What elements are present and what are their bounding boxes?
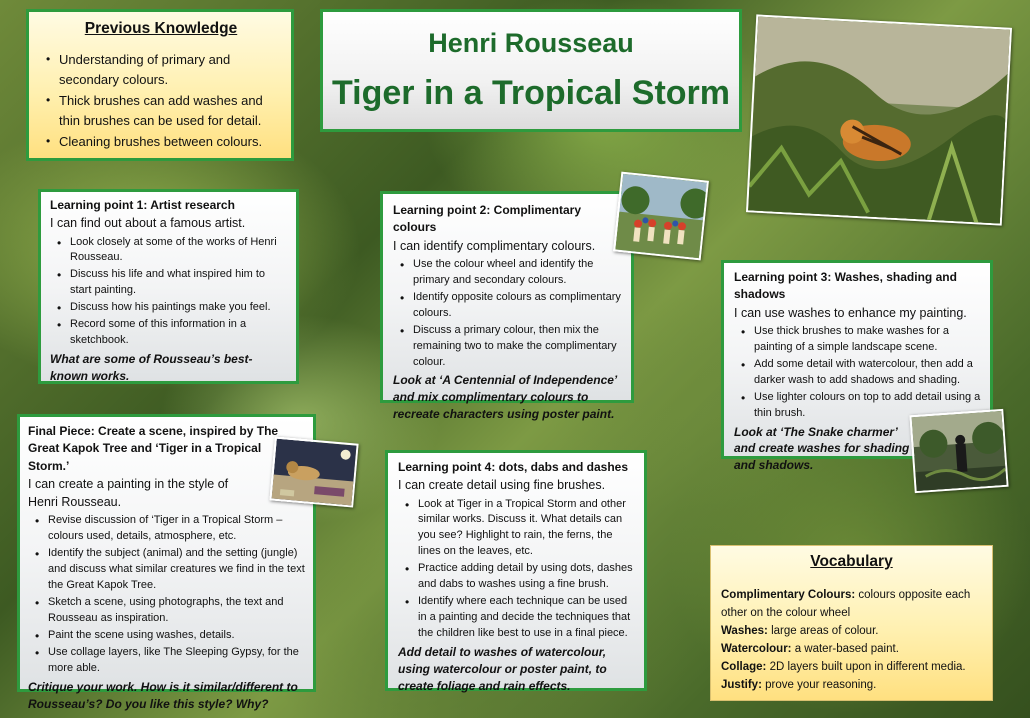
learning-point-3-task: Look at ‘The Snake charmer’ and create washes for shading and shadows. xyxy=(734,424,910,473)
list-item: • Identify opposite colours as complimentary colours. xyxy=(413,290,623,322)
learning-point-4-task: Add detail to washes of watercolour, using watercolour or poster paint, to create foliage and rain effects. xyxy=(398,644,607,693)
final-piece-objective: I can create a painting in the style of Henri Rousseau. xyxy=(28,477,229,510)
vocabulary-term: Justify: xyxy=(721,678,762,691)
vocabulary-term: Complimentary Colours: xyxy=(721,589,856,602)
vocabulary-item xyxy=(721,641,982,659)
centennial-painting-image xyxy=(613,172,709,261)
learning-point-4-heading: Learning point 4: dots, dabs and dashes xyxy=(398,460,629,474)
learning-point-2-list xyxy=(393,257,623,371)
vocabulary-list xyxy=(721,587,982,694)
vocabulary-item xyxy=(721,677,982,695)
vocabulary-definition: prove your reasoning. xyxy=(761,678,877,691)
vocabulary-heading: Vocabulary xyxy=(810,553,893,570)
vocabulary-item xyxy=(721,623,982,641)
list-item: • Identify where each technique can be used in a painting and decide the techniques that the children like best to use in a final piece. xyxy=(418,594,636,642)
learning-point-1-heading: Learning point 1: Artist research xyxy=(50,198,235,212)
final-piece-list xyxy=(28,513,305,676)
previous-knowledge-heading: Previous Knowledge xyxy=(84,20,238,37)
vocabulary-definition: colours opposite each other on the colour wheel xyxy=(721,589,971,620)
list-item: • Identify the subject (animal) and the setting (jungle) and discuss what similar creatures we find in the text the Great Kapok Tree. xyxy=(48,546,305,594)
list-item: • Paint the scene using washes, details. xyxy=(48,628,305,644)
vocabulary-item xyxy=(721,659,982,677)
vocabulary-definition: large areas of colour. xyxy=(767,625,879,638)
learning-point-3-objective: I can use washes to enhance my painting. xyxy=(734,305,967,320)
list-item: • Discuss how his paintings make you feel. xyxy=(70,300,288,316)
list-item: • Cleaning brushes between colours. xyxy=(59,132,279,152)
list-item: • Use lighter colours on top to add detail using a thin brush. xyxy=(754,390,982,422)
vocabulary-panel xyxy=(710,545,993,701)
tiger-painting-image xyxy=(746,14,1012,225)
list-item: • Sketch a scene, using photographs, the text and Rousseau as inspiration. xyxy=(48,595,305,627)
final-piece-panel xyxy=(17,414,316,711)
sleeping-gypsy-painting-image xyxy=(269,436,358,507)
learning-point-2-task: Look at ‘A Centennial of Independence’ and mix complimentary colours to recreate characters using poster paint. xyxy=(393,373,617,422)
list-item: • Discuss a primary colour, then mix the remaining two to make the complimentary colour. xyxy=(413,323,623,371)
learning-point-2-objective: I can identify complimentary colours. xyxy=(393,238,596,253)
snake-charmer-painting-image xyxy=(909,409,1008,493)
learning-point-3-heading: Learning point 3: Washes, shading and shadows xyxy=(734,270,957,302)
learning-point-4-panel xyxy=(385,450,647,691)
list-item: • Record some of this information in a sketchbook. xyxy=(70,317,288,349)
vocabulary-term: Watercolour: xyxy=(721,642,792,655)
learning-point-4-list xyxy=(398,497,636,642)
list-item: • Discuss his life and what inspired him to start painting. xyxy=(70,267,288,299)
learning-point-2-heading: Learning point 2: Complimentary colours xyxy=(393,203,582,235)
list-item: • Add some detail with watercolour, then add a darker wash to add shadows and shading. xyxy=(754,357,982,389)
vocabulary-term: Collage: xyxy=(721,660,767,673)
list-item: • Practice adding detail by using dots, dashes and dabs to washes using a fine brush. xyxy=(418,561,636,593)
learning-point-1-panel xyxy=(38,189,299,384)
list-item: • Look at Tiger in a Tropical Storm and other similar works. Discuss it. What details can you see? Highlight to rain, the ferns, the lines on the leaves, etc. xyxy=(418,497,636,561)
learning-point-2-panel xyxy=(380,191,634,422)
list-item: • Understanding of primary and secondary colours. xyxy=(59,50,279,89)
list-item: • Thick brushes can add washes and thin brushes can be used for detail. xyxy=(59,91,279,130)
final-piece-task: Critique your work. How is it similar/different to Rousseau’s? Do you like this style? Why? xyxy=(28,679,298,711)
learning-point-4-objective: I can create detail using fine brushes. xyxy=(398,478,606,493)
painting-title: Tiger in a Tropical Storm xyxy=(331,74,731,113)
learning-point-3-list xyxy=(734,324,982,422)
list-item: • Use collage layers, like The Sleeping Gypsy, for the more able. xyxy=(48,645,305,677)
previous-knowledge-list xyxy=(43,50,279,152)
list-item: • Revise discussion of ‘Tiger in a Tropical Storm – colours used, details, atmosphere, etc. xyxy=(48,513,305,545)
learning-point-1-objective: I can find out about a famous artist. xyxy=(50,216,246,231)
previous-knowledge-panel xyxy=(26,9,294,161)
artist-name: Henri Rousseau xyxy=(428,28,634,58)
learning-point-1-task: What are some of Rousseau’s best-known works. xyxy=(50,352,253,383)
list-item: • Use the colour wheel and identify the primary and secondary colours. xyxy=(413,257,623,289)
vocabulary-definition: a water-based paint. xyxy=(791,642,899,655)
final-piece-heading: Final Piece: Create a scene, inspired by The Great Kapok Tree and ‘Tiger in a Tropical Storm.’ xyxy=(28,424,279,473)
vocabulary-definition: 2D layers built upon in different media. xyxy=(766,660,966,673)
vocabulary-term: Washes: xyxy=(721,625,768,638)
vocabulary-item xyxy=(721,587,982,623)
title-panel xyxy=(320,9,742,132)
list-item: • Look closely at some of the works of Henri Rousseau. xyxy=(70,235,288,267)
learning-point-1-list xyxy=(50,235,288,350)
list-item: • Use thick brushes to make washes for a painting of a simple landscape scene. xyxy=(754,324,982,356)
